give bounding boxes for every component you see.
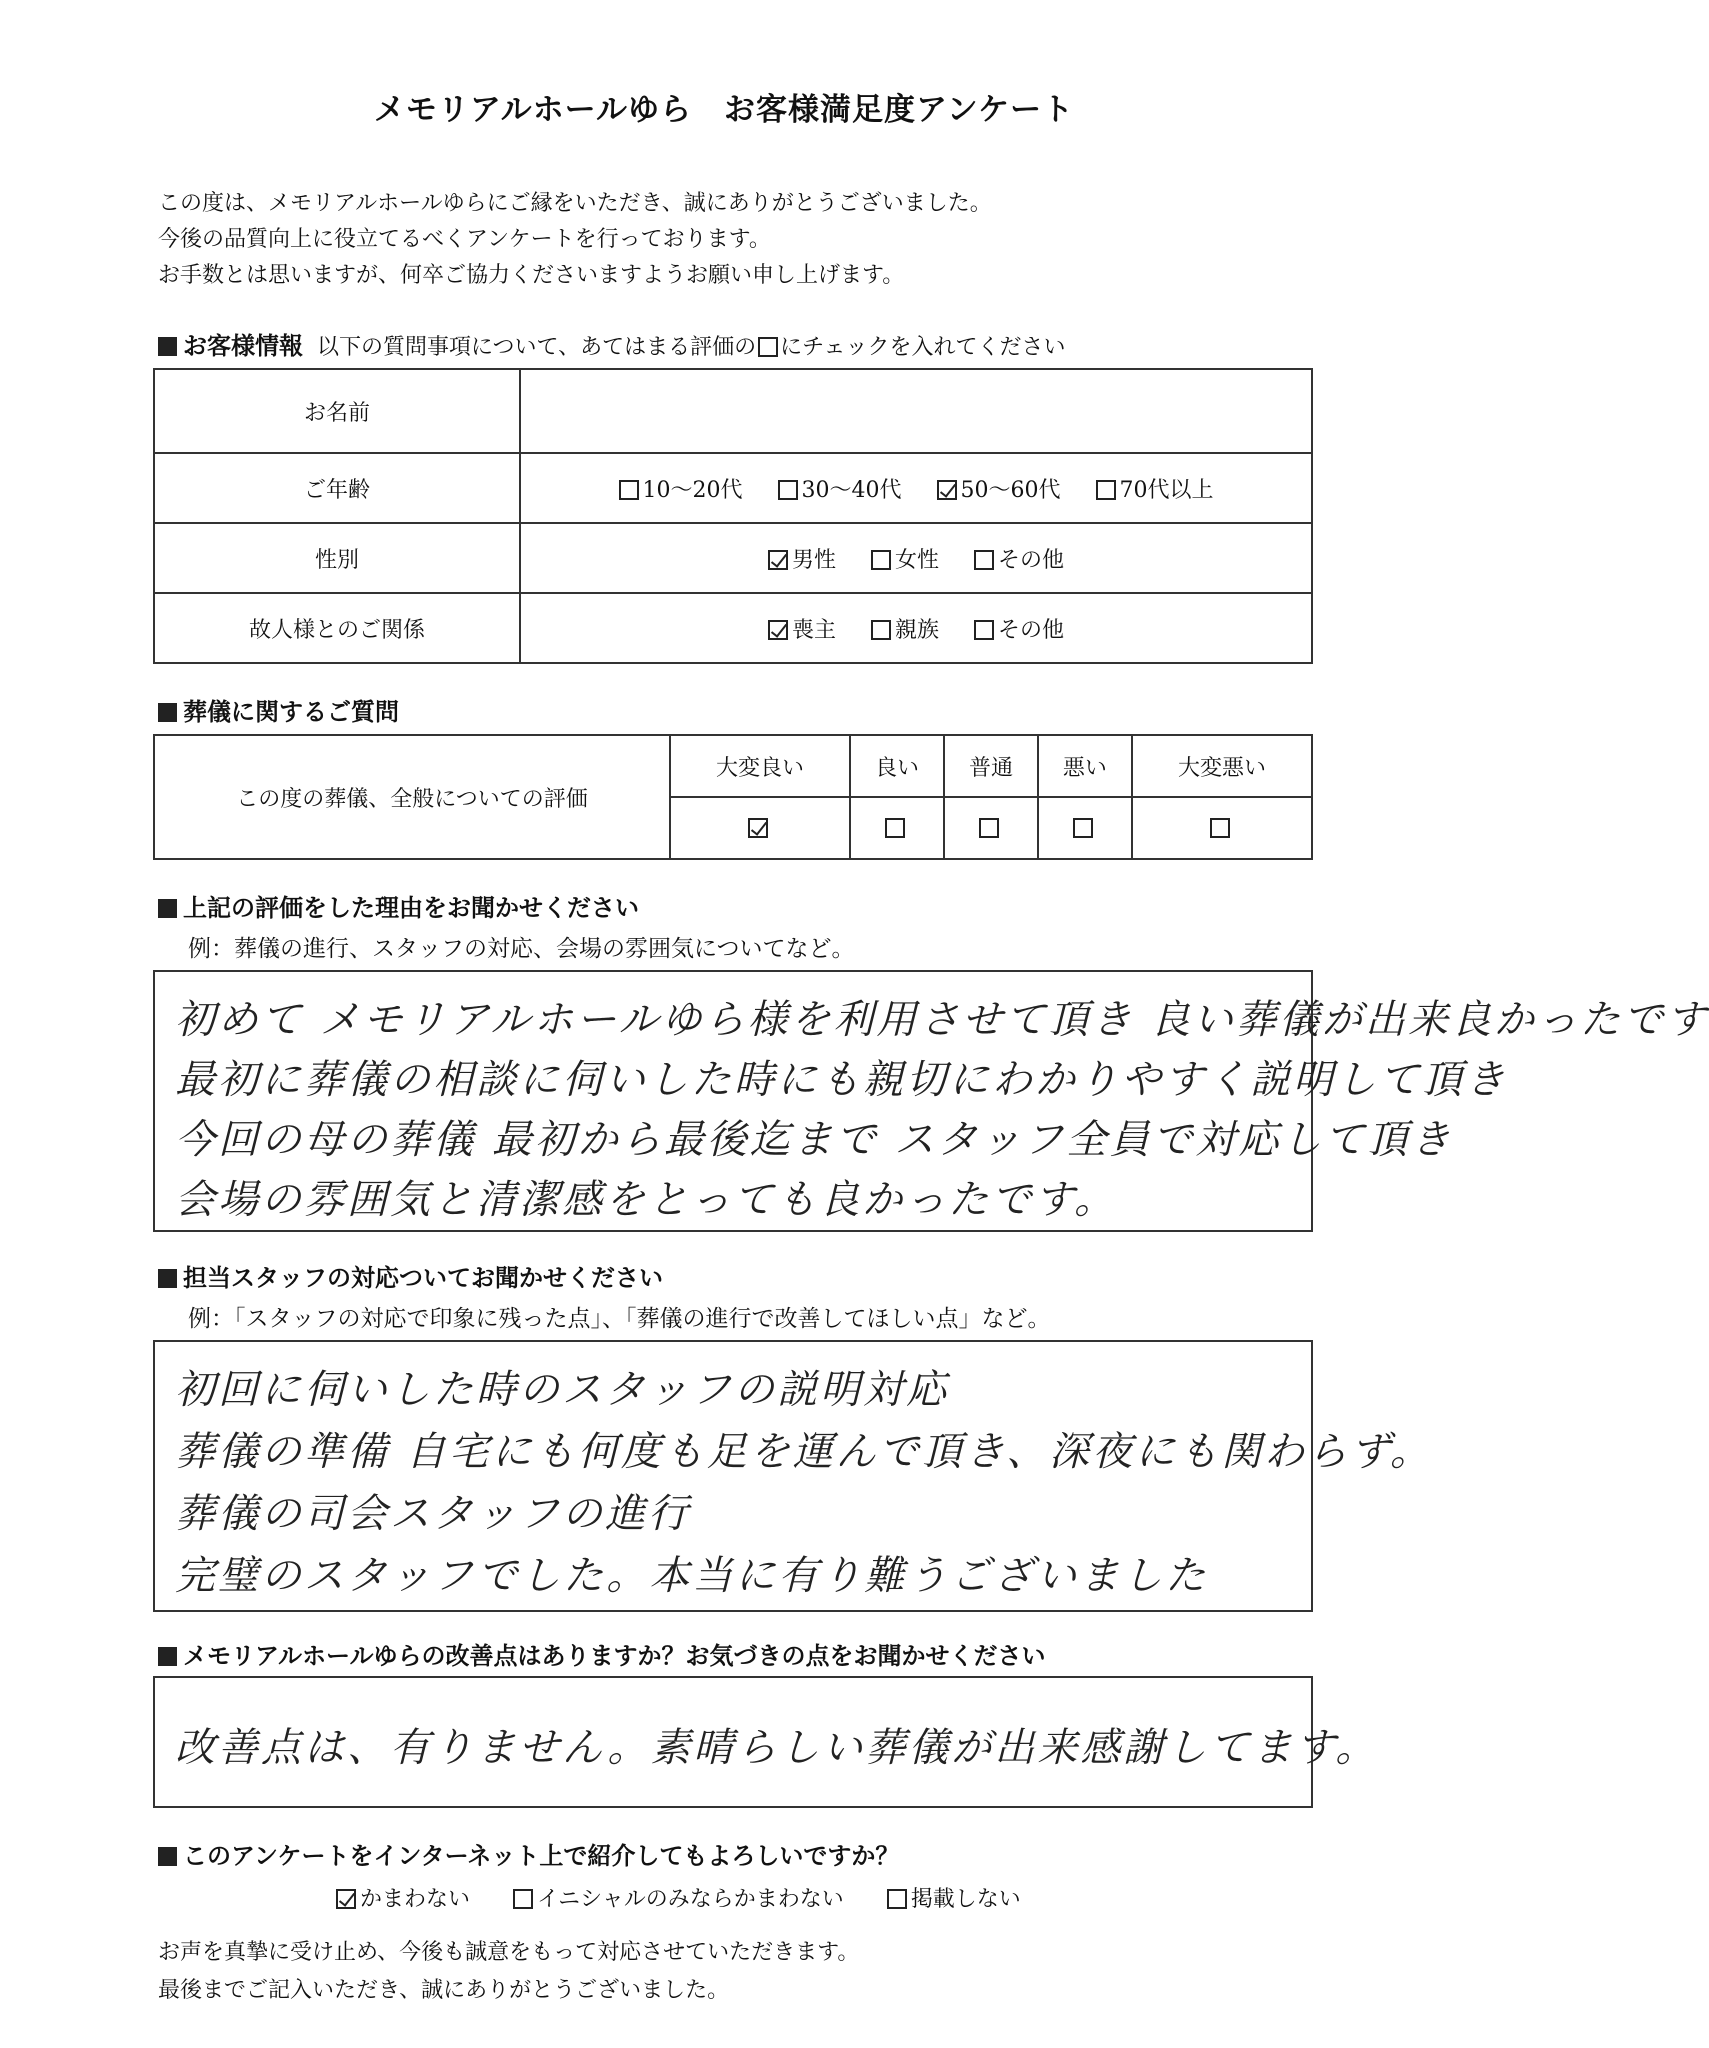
checkbox-icon[interactable] [778, 480, 798, 500]
handwritten-line: 会場の雰囲気と清潔感をとっても良かったです。 [175, 1177, 1117, 1223]
reason-section-heading: 上記の評価をした理由をお聞かせください [158, 888, 639, 923]
checkbox-icon[interactable] [885, 818, 905, 838]
reason-answer-box[interactable] [153, 970, 1709, 1232]
square-bullet-icon [158, 899, 177, 918]
age-options [520, 453, 1312, 523]
square-bullet-icon [158, 1269, 177, 1288]
closing-line: お声を真摯に受け止め、今後も誠意をもって対応させていただきます。 [158, 1940, 860, 1965]
rating-cell [944, 797, 1038, 859]
customer-info-table [153, 368, 1313, 664]
square-bullet-icon [158, 703, 177, 722]
checkbox-icon[interactable] [979, 818, 999, 838]
handwritten-line: 完璧のスタッフでした。本当に有り難うございました [175, 1553, 1209, 1599]
intro-line: お手数とは思いますが、何卒ご協力くださいますようお願い申し上げます。 [158, 263, 905, 288]
rating-header: 普通 [944, 735, 1038, 797]
checkbox-icon[interactable] [1073, 818, 1093, 838]
closing-text [158, 1934, 859, 2010]
checkbox-icon[interactable] [619, 480, 639, 500]
square-bullet-icon [158, 1647, 177, 1666]
customer-section-heading: お客様情報 以下の質問事項について、あてはまる評価の にチェックを入れてください [158, 326, 1065, 361]
reason-example: 例：葬儀の進行、スタッフの対応、会場の雰囲気についてなど。 [188, 936, 855, 962]
age-option[interactable]: 10～20代 [619, 473, 743, 504]
relation-option[interactable]: その他 [974, 613, 1064, 644]
checkbox-icon[interactable] [871, 550, 891, 570]
age-label: ご年齢 [154, 453, 520, 523]
checkbox-checked-icon[interactable] [336, 1889, 356, 1909]
handwritten-line: 初めて メモリアルホールゆら様を利用させて頂き 良い葬儀が出来良かったです [175, 997, 1709, 1043]
rating-cell [1132, 797, 1312, 859]
staff-example: 例：「スタッフの対応で印象に残った点」、「葬儀の進行で改善してほしい点」など。 [188, 1306, 1051, 1332]
age-option[interactable]: 50～60代 [937, 473, 1061, 504]
checkbox-icon[interactable] [1096, 480, 1116, 500]
checkbox-icon[interactable] [887, 1889, 907, 1909]
publish-option[interactable]: 掲載しない [887, 1882, 1021, 1913]
checkbox-icon[interactable] [974, 550, 994, 570]
page-title: メモリアルホールゆら お客様満足度アンケート [373, 92, 1075, 128]
checkbox-checked-icon[interactable] [768, 550, 788, 570]
publish-option[interactable]: かまわない [336, 1882, 470, 1913]
checkbox-icon[interactable] [1210, 818, 1230, 838]
checkbox-checked-icon[interactable] [748, 818, 768, 838]
funeral-section-heading: 葬儀に関するご質問 [158, 692, 399, 727]
rating-table [153, 734, 1313, 860]
closing-line: 最後までご記入いただき、誠にありがとうございました。 [158, 1978, 730, 2003]
age-option[interactable]: 30～40代 [778, 473, 902, 504]
intro-line: 今後の品質向上に役立てるべくアンケートを行っております。 [158, 227, 771, 252]
checkbox-checked-icon[interactable] [937, 480, 957, 500]
handwritten-line: 葬儀の司会スタッフの進行 [175, 1491, 691, 1537]
gender-label: 性別 [154, 523, 520, 593]
rating-header: 大変良い [670, 735, 850, 797]
relation-option[interactable]: 喪主 [768, 613, 836, 644]
square-bullet-icon [158, 337, 177, 356]
rating-question: この度の葬儀、全般についての評価 [154, 735, 670, 859]
checkbox-sample-icon [758, 337, 778, 357]
gender-options [520, 523, 1312, 593]
checkbox-checked-icon[interactable] [768, 620, 788, 640]
intro-line: この度は、メモリアルホールゆらにご縁をいただき、誠にありがとうございました。 [158, 191, 992, 216]
relation-option[interactable]: 親族 [871, 613, 939, 644]
rating-cell [670, 797, 850, 859]
checkbox-icon[interactable] [513, 1889, 533, 1909]
checkbox-icon[interactable] [974, 620, 994, 640]
rating-cell [850, 797, 944, 859]
rating-header: 良い [850, 735, 944, 797]
rating-header: 大変悪い [1132, 735, 1312, 797]
gender-option[interactable]: 男性 [768, 543, 836, 574]
checkbox-icon[interactable] [871, 620, 891, 640]
publish-options [336, 1882, 1021, 1913]
handwritten-line: 今回の母の葬儀 最初から最後迄まで スタッフ全員で対応して頂き [175, 1117, 1454, 1163]
relation-label: 故人様とのご関係 [154, 593, 520, 663]
handwritten-line: 初回に伺いした時のスタッフの説明対応 [175, 1367, 949, 1413]
square-bullet-icon [158, 1847, 177, 1866]
publish-option[interactable]: イニシャルのみならかまわない [513, 1882, 844, 1913]
rating-cell [1038, 797, 1132, 859]
gender-option[interactable]: その他 [974, 543, 1064, 574]
age-option[interactable]: 70代以上 [1096, 473, 1214, 504]
handwritten-line: 葬儀の準備 自宅にも何度も足を運んで頂き、深夜にも関わらず。 [175, 1429, 1433, 1475]
handwritten-line: 最初に葬儀の相談に伺いした時にも親切にわかりやすく説明して頂き [175, 1057, 1508, 1103]
handwritten-line: 改善点は、有りません。素晴らしい葬儀が出来感謝してます。 [175, 1725, 1379, 1771]
rating-header: 悪い [1038, 735, 1132, 797]
improve-section-heading: メモリアルホールゆらの改善点はありますか？お気づきの点をお聞かせください [158, 1636, 1046, 1671]
publish-section-heading: このアンケートをインターネット上で紹介してもよろしいですか？ [158, 1836, 899, 1871]
name-field[interactable] [520, 369, 1312, 453]
staff-section-heading: 担当スタッフの対応ついてお聞かせください [158, 1258, 663, 1293]
intro-text [158, 186, 992, 294]
gender-option[interactable]: 女性 [871, 543, 939, 574]
improve-answer-box[interactable] [153, 1676, 1379, 1808]
staff-answer-box[interactable] [153, 1340, 1433, 1612]
name-label: お名前 [154, 369, 520, 453]
relation-options [520, 593, 1312, 663]
